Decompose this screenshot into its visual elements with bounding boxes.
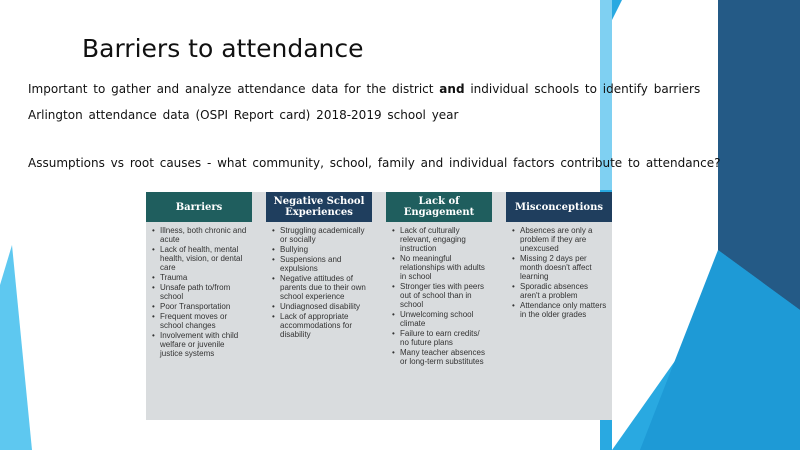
column-lack-of-engagement: [386, 192, 492, 420]
list-item: • Trauma: [152, 273, 248, 282]
list-item: • Frequent moves or school changes: [152, 312, 248, 330]
column-header: Misconceptions: [506, 192, 612, 222]
column-barriers: [146, 192, 252, 420]
slide-title: Barriers to attendance: [82, 34, 364, 63]
list-item: • Poor Transportation: [152, 302, 248, 311]
column-header: Barriers: [146, 192, 252, 222]
list-item: • Unwelcoming school climate: [392, 310, 488, 328]
body-line-1: Important to gather and analyze attendance data for the district and individual schools to identify barriers: [28, 82, 701, 96]
list-item: • Unsafe path to/from school: [152, 283, 248, 301]
list-item: • Failure to earn credits/ no future plans: [392, 329, 488, 347]
list-item: • Sporadic absences aren't a problem: [512, 282, 608, 300]
list-item: • Stronger ties with peers out of school than in school: [392, 282, 488, 309]
list-item: • No meaningful relationships with adults in school: [392, 254, 488, 281]
column-header: Lack of Engagement: [386, 192, 492, 222]
column-misconceptions: [506, 192, 612, 420]
list-item: • Missing 2 days per month doesn't affect learning: [512, 254, 608, 281]
list-item: • Suspensions and expulsions: [272, 255, 368, 273]
list-item: • Bullying: [272, 245, 368, 254]
list-item: • Struggling academically or socially: [272, 226, 368, 244]
column-header: Negative School Experiences: [266, 192, 372, 222]
list-item: • Negative attitudes of parents due to their own school experience: [272, 274, 368, 301]
barriers-panel: [146, 192, 612, 420]
body-line-2: Arlington attendance data (OSPI Report card) 2018-2019 school year: [28, 108, 459, 122]
body-line-3: Assumptions vs root causes - what community, school, family and individual factors contribute to attendance?: [28, 156, 721, 170]
list-item: • Illness, both chronic and acute: [152, 226, 248, 244]
list-item: • Many teacher absences or long-term substitutes: [392, 348, 488, 366]
list-item: • Absences are only a problem if they are unexcused: [512, 226, 608, 253]
list-item: • Undiagnosed disability: [272, 302, 368, 311]
column-negative-school-experiences: [266, 192, 372, 420]
left-blue-triangle: [0, 245, 32, 450]
list-item: • Lack of appropriate accommodations for disability: [272, 312, 368, 339]
list-item: • Attendance only matters in the older grades: [512, 301, 608, 319]
list-item: • Lack of culturally relevant, engaging instruction: [392, 226, 488, 253]
list-item: • Lack of health, mental health, vision, or dental care: [152, 245, 248, 272]
list-item: • Involvement with child welfare or juvenile justice systems: [152, 331, 248, 358]
